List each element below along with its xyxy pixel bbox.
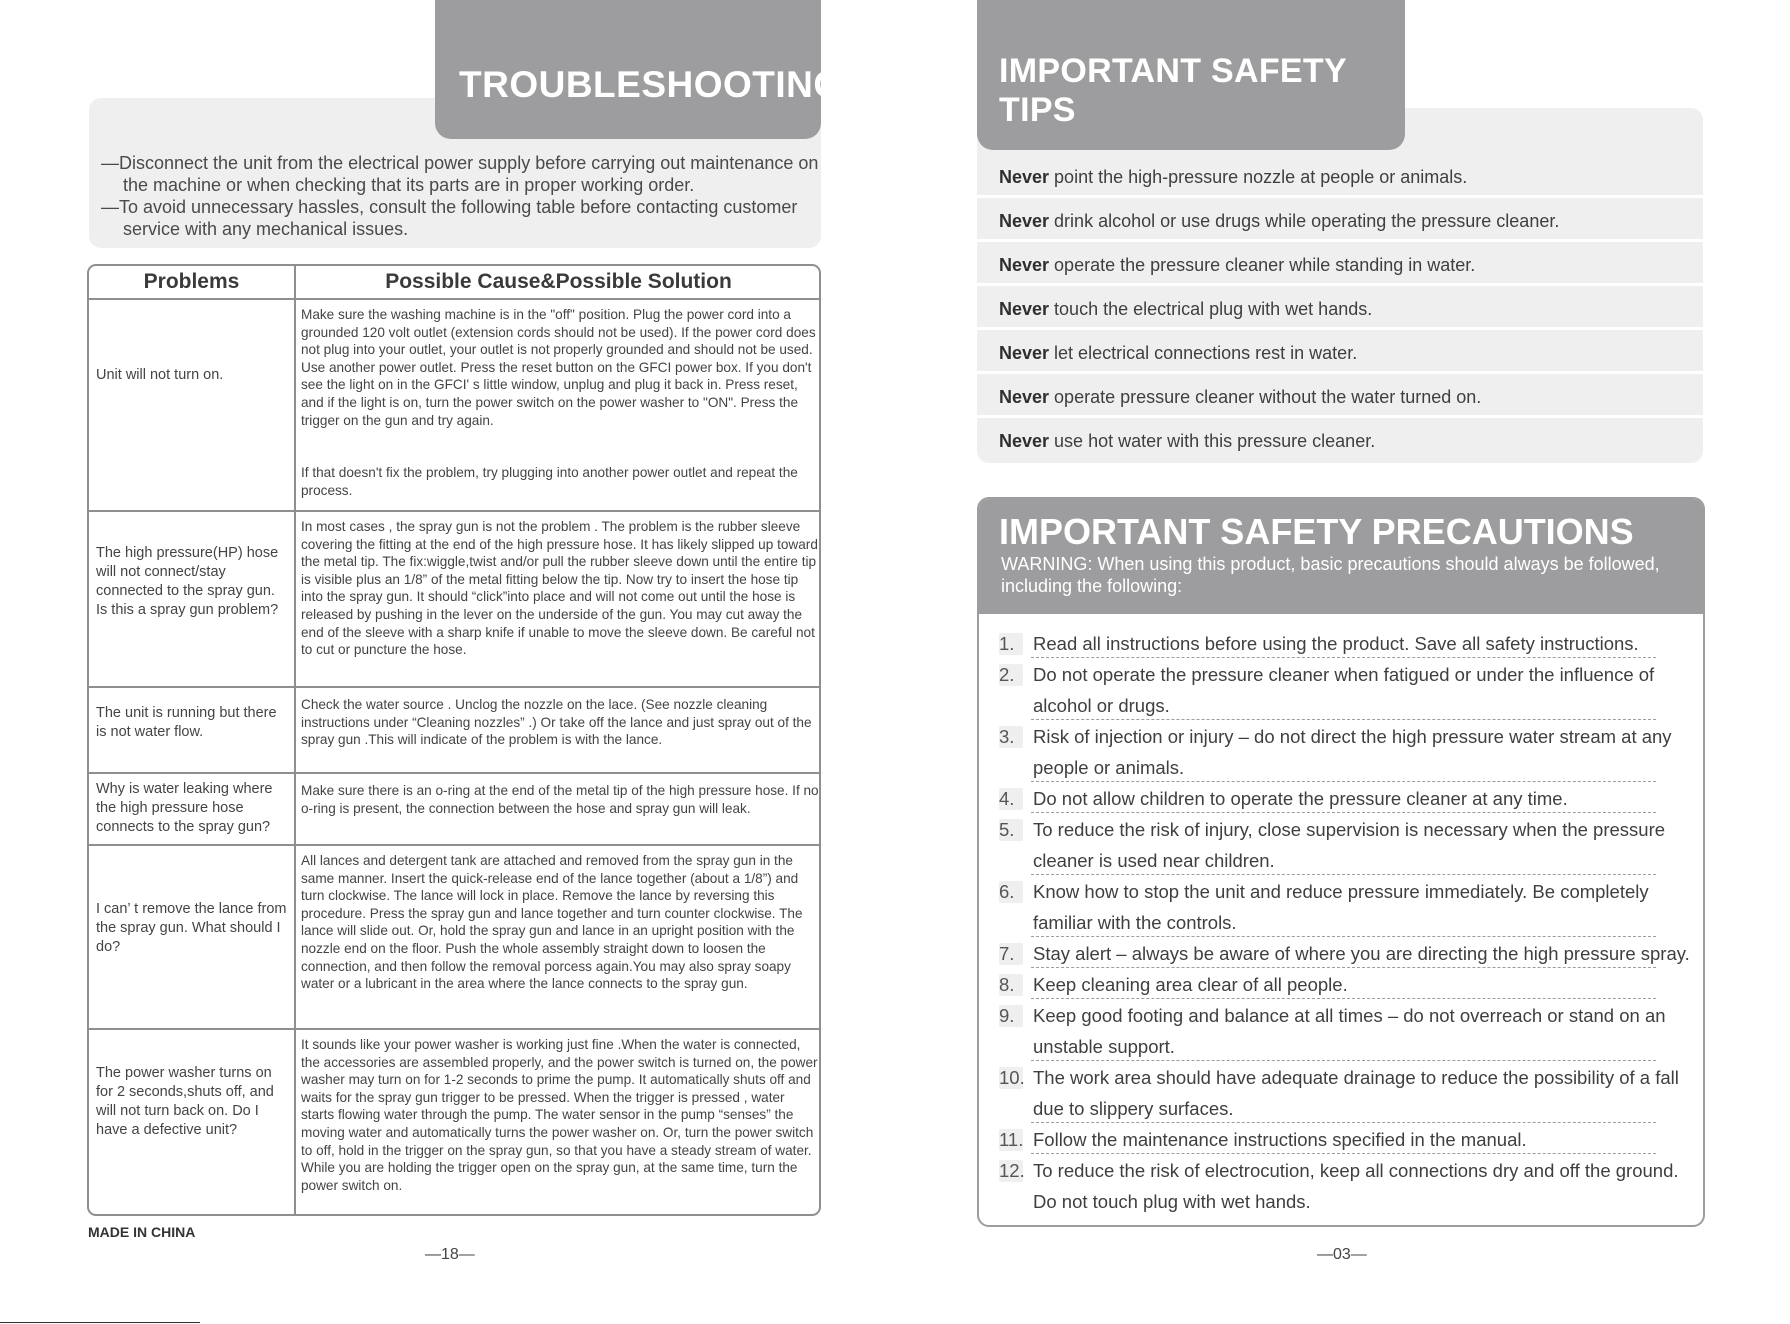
item-text: Follow the maintenance instructions specified in the manual. [1033,1129,1527,1150]
tip-keyword: Never [999,387,1050,407]
column-divider [294,266,296,1214]
troubleshooting-header [435,0,843,139]
dashed-divider [1031,936,1656,937]
item-text: To reduce the risk of electrocution, keep all connections dry and off the ground. Do not touch plug with wet hands. [1033,1160,1679,1212]
item-number: 6. [999,881,1015,902]
item-number: 12. [999,1160,1025,1181]
table-row-solution-note: If that doesn't fix the problem, try plugging into another power outlet and repeat the process. [301,465,798,498]
item-text: To reduce the risk of injury, close supervision is necessary when the pressure cleaner is used near children. [1033,819,1666,871]
safety-tip [977,202,1703,242]
table-row-solution: Make sure the washing machine is in the "off" position. Plug the power cord into a grounded 120 volt outlet (extension cords should not be used). If the power cord does not plug into your outlet, your outlet is not properly grounded and should not be used. Use another power outlet. Press the reset button on the GFCI power box. If you don't see the light on in the GFCI' s little window, unplug and plug it back in. Press reset, and if the light is on, turn the power switch on the power washer to "ON". Press the trigger on the gun and try again. [301,307,816,428]
safety-tip [977,158,1703,198]
row-divider [89,1028,819,1030]
tip-keyword: Never [999,211,1050,231]
table-row-problem: The high pressure(HP) hose will not connect/stay connected to the spray gun. Is this a spray gun problem? [96,545,279,618]
tip-keyword: Never [999,255,1050,275]
tip-text: drink alcohol or use drugs while operating the pressure cleaner. [1049,211,1560,231]
dashed-divider [1031,998,1656,999]
dashed-divider [1031,1060,1656,1061]
row-divider [89,772,819,774]
row-divider [89,844,819,846]
item-number: 11. [999,1129,1024,1150]
tip-text: point the high-pressure nozzle at people or animals. [1049,167,1468,187]
safety-precautions-box [977,497,1705,1227]
column-header-problems: Problems [143,270,240,293]
tip-keyword: Never [999,167,1050,187]
item-text: Risk of injection or injury – do not direct the high pressure water stream at any people or animals. [1033,726,1672,778]
item-text: Keep cleaning area clear of all people. [1033,974,1348,995]
safety-tip [977,422,1703,462]
table-row-problem: Why is water leaking where the high pressure hose connects to the spray gun? [96,781,273,835]
dashed-divider [1031,874,1656,875]
tip-text: touch the electrical plug with wet hands. [1049,299,1373,319]
item-number: 10. [999,1067,1025,1088]
intro-line: —Disconnect the unit from the electrical power supply before carrying out maintenance on the machine or when checking that its parts are in proper working order. [101,153,819,195]
dashed-divider [1031,657,1656,658]
item-number: 8. [999,974,1015,995]
safety-tip [977,246,1703,286]
right-page [895,0,1790,1324]
column-header-solution: Possible Cause&Possible Solution [385,270,732,293]
dashed-divider [1031,719,1656,720]
item-number: 3. [999,726,1015,747]
item-number: 2. [999,664,1015,685]
item-number: 9. [999,1005,1015,1026]
table-row-solution: It sounds like your power washer is working just fine .When the water is connected, the accessories are assembled properly, and the power switch is turned on, the power washer may turn on for 1-2 seconds to prime the pump. It automatically shuts off and waits for the spray gun trigger to be pressed. When the trigger is pressed , water starts flowing water through the pump. The water sensor in the pump “senses” the moving water and automatically turns the power washer on. Or, turn the power switch to off, hold in the trigger on the spray gun, so that you have a steady stream of water. While you are holding the trigger open on the spray gun, at the same time, turn the power switch on. [301,1037,818,1193]
section-title: IMPORTANT SAFETY TIPS [999,52,1347,129]
dashed-divider [1031,1153,1656,1154]
item-number: 1. [999,633,1015,654]
table-row-problem: The unit is running but there is not water flow. [96,705,277,740]
row-divider [89,510,819,512]
item-number: 4. [999,788,1015,809]
item-text: Do not operate the pressure cleaner when fatigued or under the influence of alcohol or drugs. [1033,664,1655,716]
item-text: Stay alert – always be aware of where you are directing the high pressure spray. [1033,943,1690,964]
tip-text: operate the pressure cleaner while standing in water. [1049,255,1476,275]
warning-text: WARNING: When using this product, basic precautions should always be followed, including the following: [1001,554,1660,596]
tip-keyword: Never [999,299,1050,319]
table-row-solution: Make sure there is an o-ring at the end of the metal tip of the high pressure hose. If no o-ring is present, the connection between the hose and spray gun will leak. [301,783,819,816]
item-number: 5. [999,819,1015,840]
page-title: TROUBLESHOOTING [459,64,843,105]
tip-keyword: Never [999,431,1050,451]
dashed-divider [1031,781,1656,782]
made-in-label: MADE IN CHINA [88,1224,196,1240]
tip-text: let electrical connections rest in water. [1049,343,1358,363]
item-text: Read all instructions before using the product. Save all safety instructions. [1033,633,1639,654]
divider [0,1322,200,1323]
page-number: —03— [1317,1246,1367,1263]
intro-line: —To avoid unnecessary hassles, consult the following table before contacting customer service with any mechanical issues. [101,197,798,239]
table-row-problem: The power washer turns on for 2 seconds,shuts off, and will not turn back on. Do I have a defective unit? [96,1065,274,1138]
safety-tip [977,378,1703,418]
item-text: The work area should have adequate drainage to reduce the possibility of a fall due to slippery surfaces. [1033,1067,1679,1119]
item-number: 7. [999,943,1015,964]
tip-keyword: Never [999,343,1050,363]
safety-tip [977,290,1703,330]
item-text: Know how to stop the unit and reduce pressure immediately. Be completely familiar with the controls. [1033,881,1649,933]
table-row-solution: Check the water source . Unclog the nozzle on the lace. (See nozzle cleaning instructions under “Cleaning nozzles” .) Or take off the lance and just spray out of the spray gun .This will indicate of the problem is with the lance. [301,697,812,748]
table-row-problem: Unit will not turn on. [96,367,224,383]
tip-text: operate pressure cleaner without the water turned on. [1049,387,1482,407]
section-title: IMPORTANT SAFETY PRECAUTIONS [999,511,1634,552]
table-row-solution: In most cases , the spray gun is not the problem . The problem is the rubber sleeve covering the fitting at the end of the high pressure hose. It has likely slipped up toward the metal tip. The fix:wiggle,twist and/or pull the rubber sleeve down until the entire tip is visible plus an 1/8” of the metal fitting below the tip. Now try to insert the hose tip into the spray gun. It should “click”into place and will not come out until the hose is released by pushing in the lever on the underside of the gun. You may cut away the end of the sleeve with a sharp knife if unable to move the sleeve down. Be careful not to cut or puncture the hose. [301,519,818,658]
row-divider [89,686,819,688]
table-row-solution: All lances and detergent tank are attached and removed from the spray gun in the same manner. Insert the quick-release end of the lance together (about a 1/8”) and turn clockwise. The lance will lock in place. Remove the lance by reversing this procedure. Press the spray gun and lance together and turn counter clockwise. The lance will slide out. Or, hold the spray gun and lance in an upright position with the nozzle end on the floor. Push the whole assembly straight down to loosen the connection, and then follow the removal porcess again.You may also spray soapy water or a lubricant in the area where the lance connects to the spray gun. [301,853,803,992]
dashed-divider [1031,812,1656,813]
item-text: Keep good footing and balance at all times – do not overreach or stand on an unstable support. [1033,1005,1666,1057]
safety-tip [977,334,1703,374]
precautions-header [979,499,1703,614]
page-number: —18— [425,1246,475,1263]
item-text: Do not allow children to operate the pressure cleaner at any time. [1033,788,1568,809]
tip-text: use hot water with this pressure cleaner. [1049,431,1376,451]
table-row-problem: I can’ t remove the lance from the spray gun. What should I do? [96,901,287,955]
troubleshooting-table [87,264,821,1216]
dashed-divider [1031,1122,1656,1123]
safety-tips-header [977,0,1405,150]
row-divider [89,298,819,300]
dashed-divider [1031,967,1656,968]
